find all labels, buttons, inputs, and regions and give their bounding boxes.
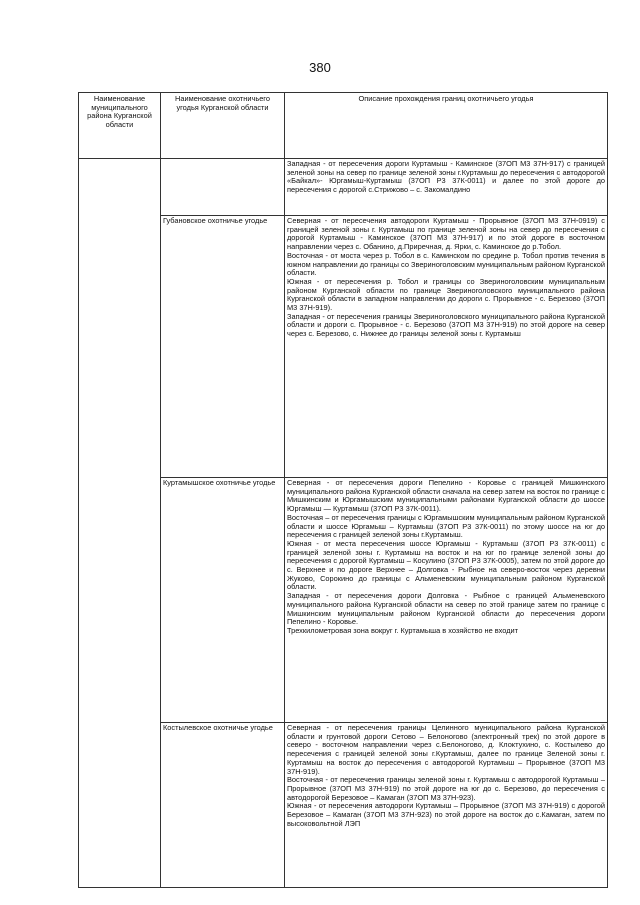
table-header-row	[79, 93, 608, 159]
boundary-paragraph: Западная - от пересечения границы Звериноголовского муниципального района Курганской области и дороги с. Прорывное - с. Березово (37ОП М3 37Н-919) по этой дороге на север через с. Березово, с. Нижнее до границы зеленой зоны г. Куртамыш	[287, 311, 605, 339]
header-hunting-ground: Наименование охотничьего угодья Курганской области	[161, 93, 285, 159]
boundary-description	[285, 216, 608, 478]
boundary-description	[285, 723, 608, 888]
boundary-paragraph: Восточная – от пересечения границы с Юргамышским муниципальным районом Курганской области и шоссе Юргамыш – Куртамыш (37ОП Р3 37К-0011) по этому шоссе на юг до пересечения с границей зеленой зоны г.Куртамыш.	[287, 512, 605, 540]
boundary-paragraph: Северная - от пересечения дороги Пепелино - Коровье с границей Мишкинского муниципального района Курганской области сначала на север затем на восток по границе с Мишкинским и Юргамышским муниципальными районами Курганской области до шоссе Юргамыш — Куртамыш (37ОП Р3 37К-0011).	[287, 478, 605, 514]
hunting-ground-name: Губановское охотничье угодье	[161, 216, 285, 478]
district-cell	[79, 159, 161, 888]
boundary-paragraph: Северная - от пересечения автодороги Куртамыш - Прорывное (37ОП М3 37Н-0919) с границей зеленой зоны г. Куртамыш по границе зеленой зоны на север до пересечения с дорогой Куртамыш - Каминское (37ОП М3 37Н-917) и по этой дороге в восточном направлении через с. Обанино, д.Приречная, д. Ярки, с. Каминское до р.Тобол.	[287, 216, 605, 252]
hunting-ground-name	[161, 159, 285, 216]
boundary-paragraph: Западная - от пересечения дороги Долговка - Рыбное с границей Альменевского муниципального района Курганской области на север по этой границе затем по границе с Мишкинским муниципальным районом Курганской области до пересечения дороги Пепелино - Коровье.	[287, 591, 605, 627]
hunting-ground-name: Костылевское охотничье угодье	[161, 723, 285, 888]
boundary-description	[285, 159, 608, 216]
boundary-paragraph: Западная - от пересечения дороги Куртамыш - Каминское (37ОП М3 37Н-917) с границей зеленой зоны на север по границе зеленой зоны г.Куртамыш до пересечения с автодорогой «Байкал»- Юргамыш-Куртамыш (37ОП Р3 37К-0011) и далее по этой дороге до пересечения с дорогой с.Стрижово – с. Закомалдино	[287, 159, 605, 195]
boundary-paragraph: Восточная - от моста через р. Тобол в с. Каминском по средине р. Тобол против течения в южном направлении до границы со Звериноголовским муниципальным районом Курганской области.	[287, 250, 605, 278]
boundary-paragraph: Южная - от пересечения автодороги Куртамыш – Прорывное (37ОП М3 37Н-919) с дорогой Березовое – Камаган (37ОП М3 37Н-923) по этой дороге на восток до с.Камаган, затем по высоковольтной ЛЭП	[287, 801, 605, 828]
header-district: Наименование муниципального района Курганской области	[79, 93, 161, 159]
header-boundary-description: Описание прохождения границ охотничьего угодья	[285, 93, 608, 159]
hunting-ground-name: Куртамышское охотничье угодье	[161, 478, 285, 723]
page-number: 380	[309, 60, 331, 75]
boundary-paragraph: Южная - от места пересечения шоссе Юргамыш - Куртамыш (37ОП Р3 37К-0011) с границей зеленой зоны г. Куртамыш на восток и на юг по границе зеленой зоны до пересечения с дорогой Куртамыш – Косулино (37ОП Р3 37К-0005), затем по этой дороге до с. Верхнее и по дороге Верхнее – Долговка - Рыбное на северо-восток через деревни Жуково, Сорокино до границы с Альменевским муниципальным районом Курганской области.	[287, 538, 605, 592]
boundary-paragraph: Южная - от пересечения р. Тобол и границы со Звериноголовским муниципальным районом Курганской области по границе Звериноголовского муниципального района Курганской области в западном направлении до дороги с. Прорывное - с. Березово (37ОП М3 37Н-919).	[287, 276, 605, 313]
boundary-description	[285, 478, 608, 723]
boundary-paragraph: Восточная - от пересечения границы зеленой зоны г. Куртамыш с автодорогой Куртамыш – Прорывное (37ОП М3 37Н-919) по этой дороге на юг до с. Березово, до пересечения с автодорогой Березовое – Камаган (37ОП М3 37Н-923).	[287, 775, 605, 802]
table-row	[79, 159, 608, 216]
boundary-paragraph: Северная - от пересечения границы Целинного муниципального района Курганской области и грунтовой дороги Сетово – Белоногово (электронный трек) по этой дороге в северо - восточном направлении через с.Белоногово, д. Клоктухино, с. Костылево до пересечения с границей зеленой зоны г.Куртамыш, далее по границе Зеленой зоны г. Куртамыш на восток до пересечения с автодорогой Куртамыш – Прорывное (37ОП М3 37Н-919).	[287, 723, 605, 776]
boundary-paragraph: Трехкилометровая зона вокруг г. Куртамыша в хозяйство не входит	[287, 625, 519, 635]
hunting-grounds-table	[78, 92, 608, 888]
